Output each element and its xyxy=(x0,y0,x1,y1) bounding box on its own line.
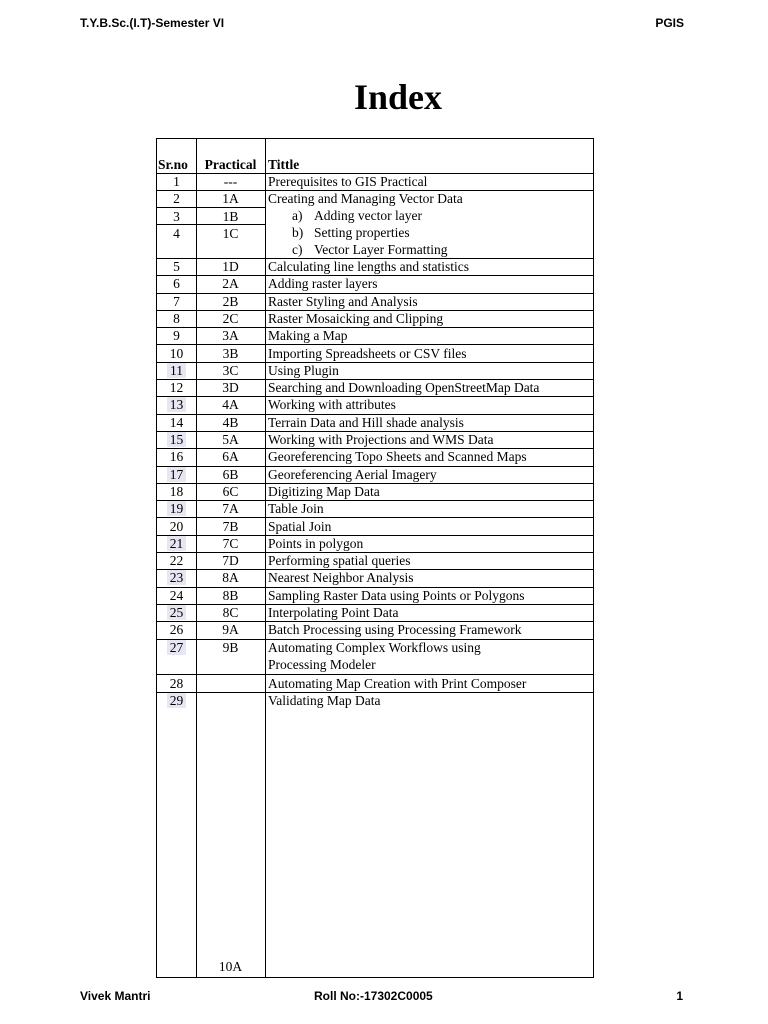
table-row xyxy=(157,639,593,675)
row-srno xyxy=(157,466,196,483)
table-row xyxy=(157,190,593,207)
row-srno: 8 xyxy=(173,310,180,326)
row-title: Prerequisites to GIS Practical xyxy=(268,174,428,189)
row-srno: 3 xyxy=(157,207,196,225)
table-row xyxy=(157,396,593,414)
row-title: Nearest Neighbor Analysis xyxy=(268,570,414,586)
table-row xyxy=(157,414,593,432)
table-row xyxy=(157,327,593,345)
row-title: Adding raster layers xyxy=(268,276,378,292)
row-practical: 1C xyxy=(196,224,265,242)
table-row xyxy=(157,275,593,293)
table-row xyxy=(157,675,593,693)
row-srno: 9 xyxy=(173,328,180,344)
row-title: Automating Map Creation with Print Composer xyxy=(268,676,527,691)
table-header-row xyxy=(157,139,593,174)
row-title: Automating Complex Workflows using xyxy=(268,639,481,655)
row-practical: 9A xyxy=(222,622,239,638)
table-row xyxy=(157,448,593,466)
row-title: Performing spatial queries xyxy=(268,553,411,569)
row-title: Importing Spreadsheets or CSV files xyxy=(268,345,467,361)
row-title: Georeferencing Aerial Imagery xyxy=(268,466,437,482)
row-practical: 1D xyxy=(222,259,239,274)
row-srno xyxy=(157,431,196,448)
row-title: Creating and Managing Vector Data xyxy=(268,191,463,206)
row-title: Interpolating Point Data xyxy=(268,605,399,620)
row-practical: 6B xyxy=(222,466,239,482)
row-srno: 14 xyxy=(169,414,184,430)
column-header-title: Tittle xyxy=(268,157,300,172)
row-srno: 22 xyxy=(169,553,184,569)
row-srno: 7 xyxy=(173,293,180,309)
row-srno: 4 xyxy=(157,224,196,242)
row-title: Calculating line lengths and statistics xyxy=(268,259,469,274)
row-subitem-text: Vector Layer Formatting xyxy=(314,242,448,257)
highlighted-srno: 23 xyxy=(167,570,187,585)
table-row xyxy=(157,552,593,570)
row-srno xyxy=(157,604,196,621)
row-practical: 9B xyxy=(222,639,239,655)
row-practical: 3C xyxy=(222,362,239,378)
table-row xyxy=(157,692,593,977)
row-title: Table Join xyxy=(268,501,324,517)
row-srno: 20 xyxy=(169,518,184,534)
column-header-practical: Practical xyxy=(204,157,257,172)
row-subitem-text: Adding vector layer xyxy=(314,208,422,223)
row-srno xyxy=(157,396,196,413)
index-table xyxy=(156,138,594,978)
highlighted-srno: 17 xyxy=(167,467,187,482)
row-practical: 1A xyxy=(222,191,239,206)
row-title-block xyxy=(268,639,481,673)
table-row xyxy=(157,345,593,363)
highlighted-srno: 15 xyxy=(167,432,187,447)
row-practical: 8B xyxy=(222,587,239,603)
row-practical: 8C xyxy=(222,605,239,620)
table-row xyxy=(157,483,593,501)
row-practical: 7A xyxy=(222,501,239,517)
highlighted-srno: 19 xyxy=(167,501,187,516)
row-srno: 6 xyxy=(173,276,180,292)
row-title: Spatial Join xyxy=(268,518,332,534)
row-srno: 18 xyxy=(169,483,184,499)
table-row xyxy=(157,258,593,276)
row-practical: 4A xyxy=(222,397,239,413)
table-row xyxy=(157,466,593,484)
list-marker: a) xyxy=(292,208,303,223)
highlighted-srno: 27 xyxy=(167,640,187,655)
row-practical: 2A xyxy=(222,276,239,292)
column-header-srno: Sr.no xyxy=(158,157,188,172)
table-row xyxy=(157,569,593,587)
row-title: Digitizing Map Data xyxy=(268,483,380,499)
table-row xyxy=(157,310,593,328)
row-practical: 3B xyxy=(222,345,239,361)
row-practical: 7C xyxy=(222,535,239,551)
row-subitem-list xyxy=(268,224,447,258)
row-title: Points in polygon xyxy=(268,535,364,551)
row-srno xyxy=(157,569,196,586)
row-practical: 7D xyxy=(222,553,239,569)
row-title: Making a Map xyxy=(268,328,348,344)
highlighted-srno: 29 xyxy=(167,693,187,708)
row-title: Terrain Data and Hill shade analysis xyxy=(268,414,464,430)
row-practical: 2B xyxy=(222,293,239,309)
running-header-subject: PGIS xyxy=(655,16,684,30)
row-title: Working with Projections and WMS Data xyxy=(268,432,494,447)
row-srno xyxy=(157,692,196,709)
row-srno: 10 xyxy=(169,345,184,361)
row-title: Raster Styling and Analysis xyxy=(268,293,418,309)
row-practical: 6A xyxy=(222,449,239,465)
row-srno: 12 xyxy=(169,380,184,396)
row-srno: 2 xyxy=(173,191,180,206)
row-srno: 26 xyxy=(169,622,184,638)
row-practical: 5A xyxy=(222,432,239,447)
row-title: Searching and Downloading OpenStreetMap Data xyxy=(268,380,540,396)
row-title: Georeferencing Topo Sheets and Scanned Maps xyxy=(268,449,527,465)
highlighted-srno: 11 xyxy=(167,363,186,378)
table-row xyxy=(157,224,593,259)
footer-author: Vivek Mantri xyxy=(80,989,151,1003)
row-title: Validating Map Data xyxy=(268,693,381,709)
row-practical: 6C xyxy=(222,483,239,499)
table-row xyxy=(157,500,593,518)
table-row xyxy=(157,293,593,311)
table-row xyxy=(157,173,593,191)
row-title: Raster Mosaicking and Clipping xyxy=(268,310,444,326)
row-title: Working with attributes xyxy=(268,397,396,413)
row-title-continued: Processing Modeler xyxy=(268,656,376,672)
row-title: Sampling Raster Data using Points or Polygons xyxy=(268,587,525,603)
table-row xyxy=(157,379,593,397)
row-srno xyxy=(157,500,196,517)
row-practical: 4B xyxy=(222,414,239,430)
row-srno: 24 xyxy=(169,587,184,603)
row-srno: 5 xyxy=(173,259,180,274)
page-title: Index xyxy=(353,77,443,117)
footer-page-number: 1 xyxy=(676,989,683,1003)
list-marker: b) xyxy=(292,225,304,240)
row-title: Batch Processing using Processing Framework xyxy=(268,622,522,638)
row-subitem xyxy=(268,207,422,224)
row-practical: 1B xyxy=(196,207,265,225)
row-srno xyxy=(157,362,196,379)
row-practical: 8A xyxy=(222,570,239,586)
row-srno: 1 xyxy=(173,174,180,189)
running-header-course: T.Y.B.Sc.(I.T)-Semester VI xyxy=(80,16,225,30)
row-practical: 3D xyxy=(222,380,239,396)
table-row xyxy=(157,207,593,224)
highlighted-srno: 21 xyxy=(167,536,187,551)
row-practical: 2C xyxy=(222,310,239,326)
table-row xyxy=(157,587,593,605)
row-srno: 28 xyxy=(169,676,184,691)
row-srno: 16 xyxy=(169,449,184,465)
row-subitem-text: Setting properties xyxy=(314,225,410,240)
row-srno xyxy=(157,639,196,656)
table-row xyxy=(157,535,593,553)
row-practical: 3A xyxy=(222,328,239,344)
list-marker: c) xyxy=(292,242,303,257)
row-practical: --- xyxy=(223,174,238,189)
row-srno xyxy=(157,535,196,552)
table-row xyxy=(157,604,593,622)
highlighted-srno: 13 xyxy=(167,397,187,412)
table-row xyxy=(157,621,593,639)
table-row xyxy=(157,518,593,536)
table-row xyxy=(157,431,593,449)
highlighted-srno: 25 xyxy=(167,605,187,620)
row-title: Using Plugin xyxy=(268,362,339,378)
row-practical: 7B xyxy=(222,518,239,534)
table-row xyxy=(157,362,593,380)
footer-roll-number: Roll No:-17302C0005 xyxy=(314,989,433,1003)
row-practical: 10A xyxy=(218,959,243,975)
